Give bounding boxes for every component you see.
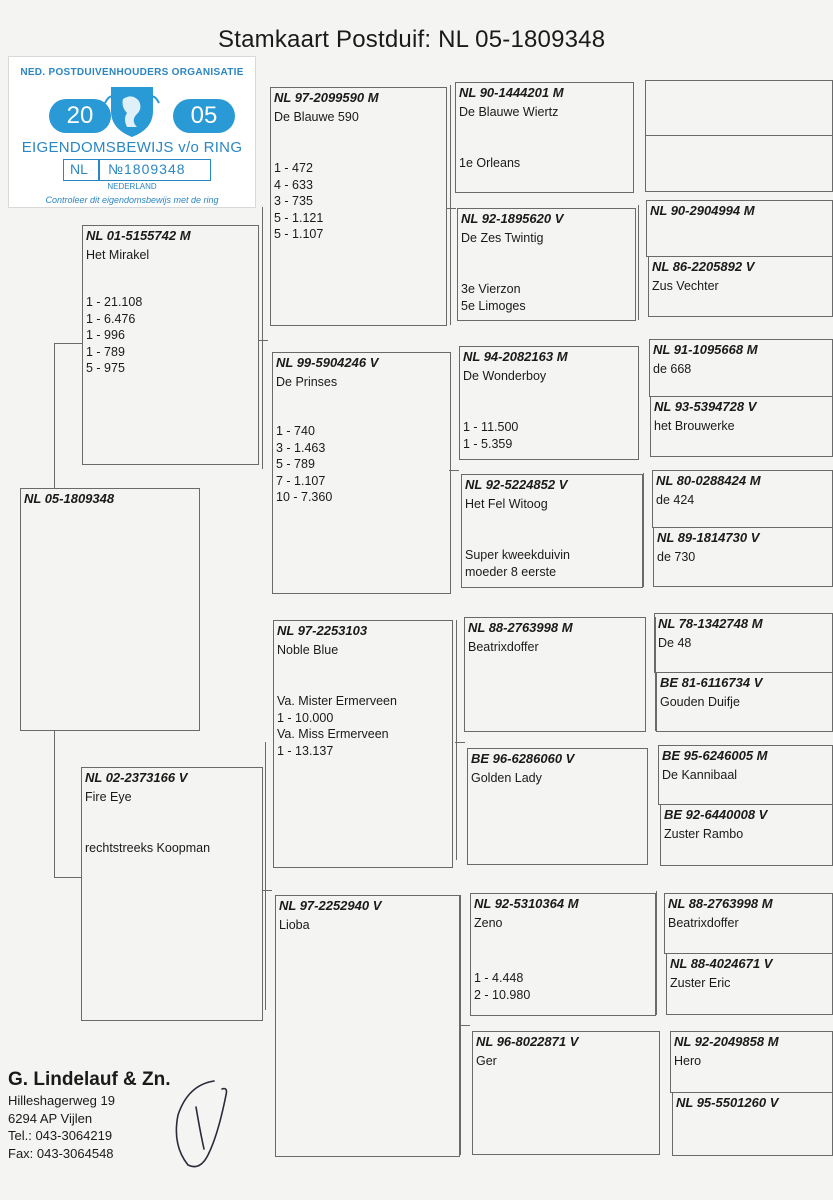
grandparent-ring: NL 97-2252940 V [279,898,382,913]
grandparent-name: De Blauwe 590 [274,109,359,124]
ggg-box [648,256,833,317]
ggg-box [672,1092,833,1156]
dam-ring: NL 02-2373166 V [85,770,188,785]
ggg-box [653,527,833,587]
ggg-box [645,135,833,192]
ggg-ring: NL 91-1095668 M [653,342,758,357]
grandparent-results [276,423,332,506]
result-line: 4 - 633 [274,177,313,192]
ring-number-box [63,159,211,181]
result-line: 1 - 4.448 [474,971,524,985]
grandparent-box [270,87,447,326]
ggg-ring: NL 93-5394728 V [654,399,757,414]
ggg-ring: NL 78-1342748 M [658,616,763,631]
result-line: Va. Mister Ermerveen [277,694,397,708]
ring-number: №1809348 [108,161,186,177]
country-label: NEDERLAND [107,182,157,191]
great-grandparent-ring: NL 92-1895620 V [461,211,564,226]
grandparent-name: De Prinses [276,374,338,389]
ggg-name: de 424 [656,492,695,507]
grandparent-box [272,352,451,594]
ggg-name: Hero [674,1053,702,1068]
control-note: Controleer dit eigendomsbewijs met de ring [45,195,219,205]
grandparent-box [273,620,453,868]
connector-line [54,343,55,489]
ggg-name: Beatrixdoffer [668,915,739,930]
ggg-ring: NL 92-2049858 M [674,1034,779,1049]
result-line: moeder 8 eerste [465,564,557,579]
ggg-box [652,470,833,528]
great-grandparent-name: Ger [476,1053,497,1068]
great-grandparent-results [461,281,526,314]
result-line: 3 - 735 [274,194,313,208]
result-line: 1 - 13.137 [277,743,334,758]
result-line: 10 - 7.360 [276,490,333,504]
ggg-name: Zuster Eric [670,975,731,990]
result-line: 1 - 10.000 [277,710,334,725]
great-grandparent-ring: NL 88-2763998 M [468,620,573,635]
ring-divider [98,160,100,180]
great-grandparent-ring: NL 92-5224852 V [465,477,568,492]
connector-line [265,742,266,1010]
ggg-box [656,672,833,732]
result-line: 1e Orleans [459,156,521,170]
result-line: Super kweekduivin [465,548,570,562]
result-line: 1 - 5.359 [463,436,513,451]
result-line: 1 - 740 [276,424,315,438]
owner-tel: Tel.: 043-3064219 [8,1128,113,1143]
result-line: 7 - 1.107 [276,473,326,488]
grandparent-results [274,160,323,243]
ggg-ring: NL 88-2763998 M [668,896,773,911]
ggg-box [645,80,833,136]
ggg-ring: NL 89-1814730 V [657,530,760,545]
sire-name: Het Mirakel [86,247,150,262]
result-line: 5 - 789 [276,457,315,471]
ggg-box [660,804,833,866]
pigeon-box [20,488,200,731]
great-grandparent-ring: BE 96-6286060 V [471,751,575,766]
result-line: 1 - 472 [274,161,313,175]
ggg-ring: BE 95-6246005 M [662,748,768,763]
ggg-ring: BE 81-6116734 V [660,675,763,690]
ggg-ring: NL 80-0288424 M [656,473,761,488]
ggg-box [658,745,833,805]
great-grandparent-name: De Wonderboy [463,368,547,383]
dam-name: Fire Eye [85,789,132,804]
result-line: 5 - 1.121 [274,210,324,225]
connector-line [450,85,451,325]
lion-crest-icon [103,81,161,139]
ownership-label: EIGENDOMSBEWIJS v/o RING [21,139,243,156]
owner-block [8,1068,171,1162]
grandparent-ring: NL 97-2253103 [277,623,368,638]
connector-line [460,1025,470,1026]
great-grandparent-name: Het Fel Witoog [465,496,548,511]
result-line: 5 - 1.107 [274,227,324,241]
great-grandparent-ring: NL 96-8022871 V [476,1034,579,1049]
ggg-name: Zuster Rambo [664,826,744,841]
result-line: 1 - 21.108 [86,295,143,309]
owner-fax: Fax: 043-3064548 [8,1145,114,1161]
ggg-name: het Brouwerke [654,418,735,433]
pigeon-ring: NL 05-1809348 [24,491,115,506]
result-line: 1 - 6.476 [86,311,136,326]
result-line: 3 - 1.463 [276,440,326,455]
great-grandparent-name: De Zes Twintig [461,230,544,245]
result-line: 3e Vierzon [461,282,521,296]
great-grandparent-box [461,474,643,588]
ggg-box [654,613,833,673]
connector-line [446,208,456,209]
handwritten-signature [170,1075,234,1171]
connector-line [638,205,639,320]
great-grandparent-name: De Blauwe Wiertz [459,104,559,119]
organisation-name: NED. POSTDUIVENHOUDERS ORGANISATIE [20,67,244,78]
ggg-ring: NL 88-4024671 V [670,956,773,971]
result-line: 5 - 975 [86,361,125,375]
result-line: 2 - 10.980 [474,987,531,1002]
great-grandparent-results [459,155,520,172]
sire-box [82,225,259,465]
grandparent-name: Noble Blue [277,642,339,657]
connector-line [54,343,82,344]
ggg-box [664,893,833,954]
great-grandparent-ring: NL 90-1444201 M [459,85,564,100]
ggg-box [666,953,833,1015]
connector-line [54,877,82,878]
sire-results [86,294,142,377]
connector-line [262,207,263,469]
ggg-name: Gouden Duifje [660,694,740,709]
great-grandparent-ring: NL 94-2082163 M [463,349,568,364]
ggg-name: de 668 [653,361,692,376]
ggg-ring: NL 90-2904994 M [650,203,755,218]
ring-prefix: NL [70,161,88,177]
ggg-name: De Kannibaal [662,767,738,782]
great-grandparent-ring: NL 92-5310364 M [474,896,579,911]
connector-line [455,742,465,743]
ggg-box [670,1031,833,1093]
sire-ring: NL 01-5155742 M [86,228,191,243]
grandparent-name: Lioba [279,917,310,932]
ggg-name: de 730 [657,549,696,564]
ggg-ring: BE 92-6440008 V [664,807,768,822]
ggg-ring [646,136,832,138]
connector-line [456,620,457,860]
connector-line [262,890,272,891]
connector-line [258,340,268,341]
ggg-ring: NL 95-5501260 V [676,1095,779,1110]
year-right: 05 [173,99,235,133]
result-line: Va. Miss Ermerveen [277,727,389,741]
great-grandparent-box [470,893,656,1016]
owner-name: G. Lindelauf & Zn. [8,1069,171,1090]
great-grandparent-results [463,419,518,452]
year-left: 20 [49,99,111,133]
grandparent-results [277,693,397,759]
ggg-ring: NL 86-2205892 V [652,259,755,274]
ggg-name: De 48 [658,635,692,650]
owner-address: Hilleshagerweg 19 [8,1093,115,1108]
result-line: 1 - 996 [86,328,125,342]
ggg-ring [646,81,832,83]
ring-ownership-card [8,56,256,208]
ggg-box [650,396,833,457]
connector-line [656,891,657,1015]
result-line: 1 - 789 [86,344,125,359]
great-grandparent-box [472,1031,660,1155]
grandparent-ring: NL 97-2099590 M [274,90,379,105]
ggg-box [646,200,833,257]
great-grandparent-results [474,970,530,1003]
ggg-box [649,339,833,397]
connector-line [54,730,55,877]
great-grandparent-name: Zeno [474,915,503,930]
great-grandparent-box [455,82,634,193]
grandparent-box [275,895,460,1157]
great-grandparent-box [464,617,646,732]
result-line: rechtstreeks Koopman [85,841,211,855]
owner-city: 6294 AP Vijlen [8,1110,93,1126]
connector-line [643,473,644,587]
result-line: 5e Limoges [461,298,526,313]
great-grandparent-name: Golden Lady [471,770,542,785]
dam-results [85,840,210,857]
result-line: 1 - 11.500 [463,420,519,434]
dam-box [81,767,263,1021]
great-grandparent-results [465,547,570,580]
ggg-name: Zus Vechter [652,278,719,293]
great-grandparent-box [457,208,636,321]
great-grandparent-name: Beatrixdoffer [468,639,539,654]
great-grandparent-box [459,346,639,460]
grandparent-ring: NL 99-5904246 V [276,355,379,370]
great-grandparent-box [467,748,648,865]
page-title: Stamkaart Postduif: NL 05-1809348 [218,26,606,53]
